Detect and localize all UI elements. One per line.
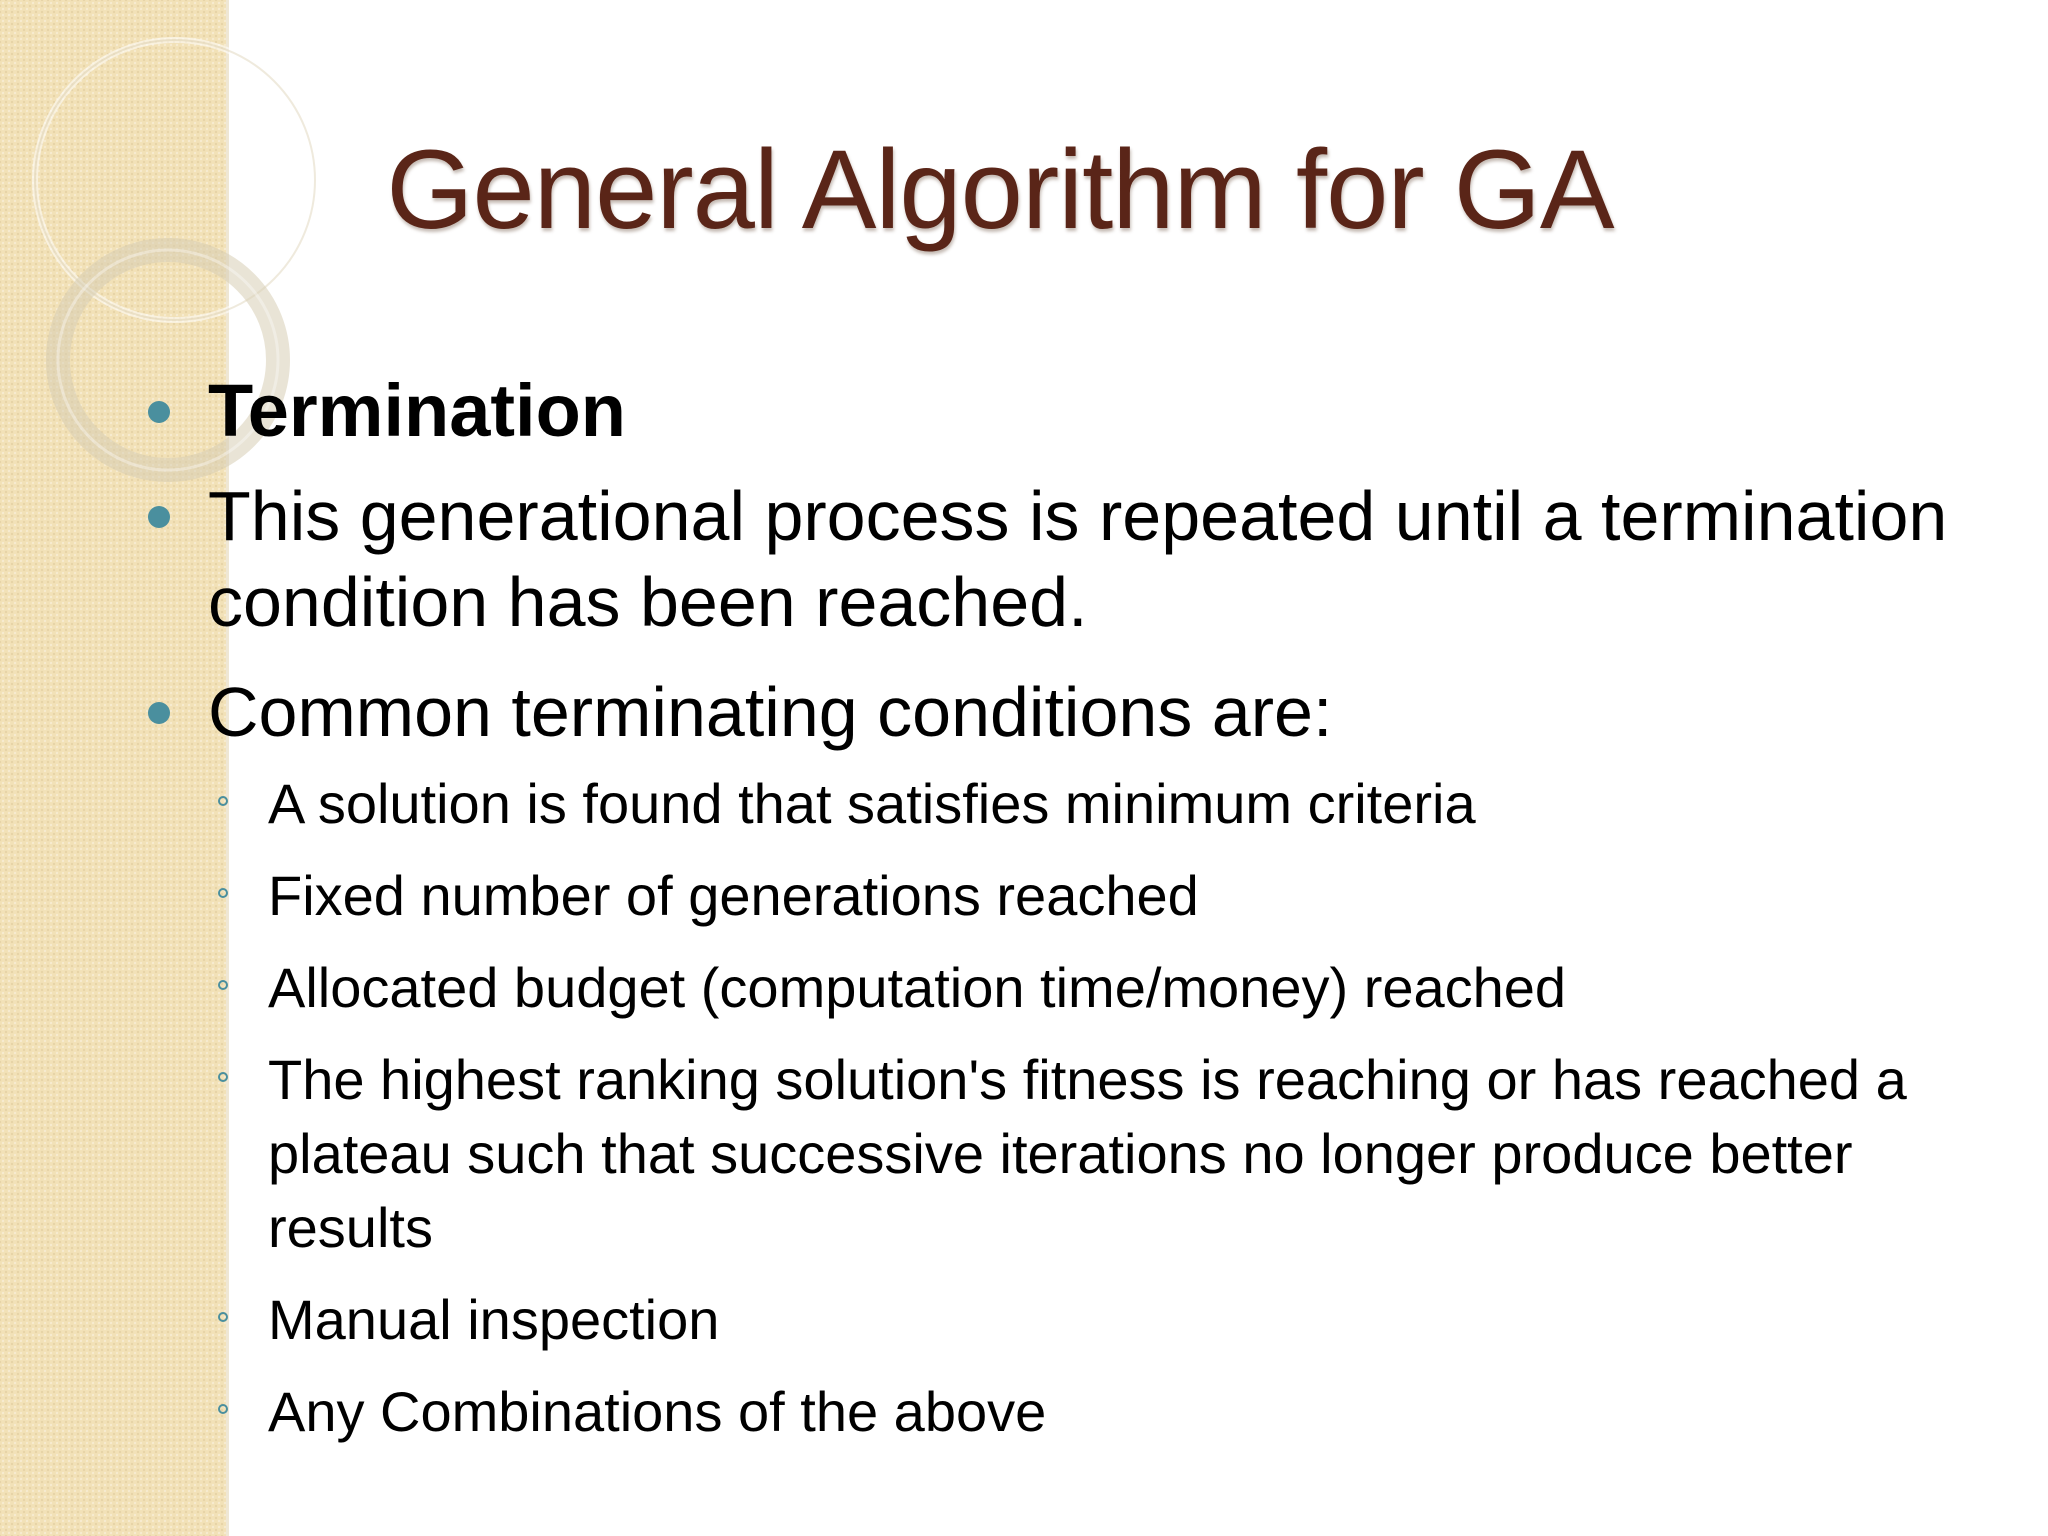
sub-bullet-text: A solution is found that satisfies minimum criteria [268,772,1476,835]
sub-bullet-text: Allocated budget (computation time/money) reached [268,956,1567,1019]
sub-bullet-text: Fixed number of generations reached [268,864,1199,927]
ring-bullet-icon [218,1404,228,1414]
bullet-generational-process [140,473,2000,645]
ring-bullet-icon [218,1312,228,1322]
sub-bullet-item [140,859,2000,933]
bullet-common-conditions [140,669,2000,755]
sub-bullet-item [140,1283,2000,1357]
bullet-text: Termination [208,369,626,452]
ring-bullet-icon [218,796,228,806]
slide-body [140,360,2000,1467]
sub-bullet-text: The highest ranking solution's fitness is reaching or has reached a plateau such that successive iterations no longer produce better results [268,1048,1907,1259]
sub-bullet-item [140,767,2000,841]
bullet-dot-icon [148,506,170,528]
bullet-dot-icon [148,702,170,724]
ring-bullet-icon [218,980,228,990]
sub-bullet-list [140,767,2000,1449]
sub-bullet-item [140,1043,2000,1265]
bullet-text: Common terminating conditions are: [208,673,1333,751]
bullet-text: This generational process is repeated until a termination condition has been reached. [208,477,1948,641]
sub-bullet-item [140,951,2000,1025]
ring-bullet-icon [218,1072,228,1082]
bullet-termination [140,368,2000,455]
slide-title: General Algorithm for GA [386,127,1614,252]
sub-bullet-text: Any Combinations of the above [268,1380,1047,1443]
sub-bullet-item [140,1375,2000,1449]
ring-bullet-icon [218,888,228,898]
sub-bullet-text: Manual inspection [268,1288,720,1351]
bullet-dot-icon [148,401,170,423]
